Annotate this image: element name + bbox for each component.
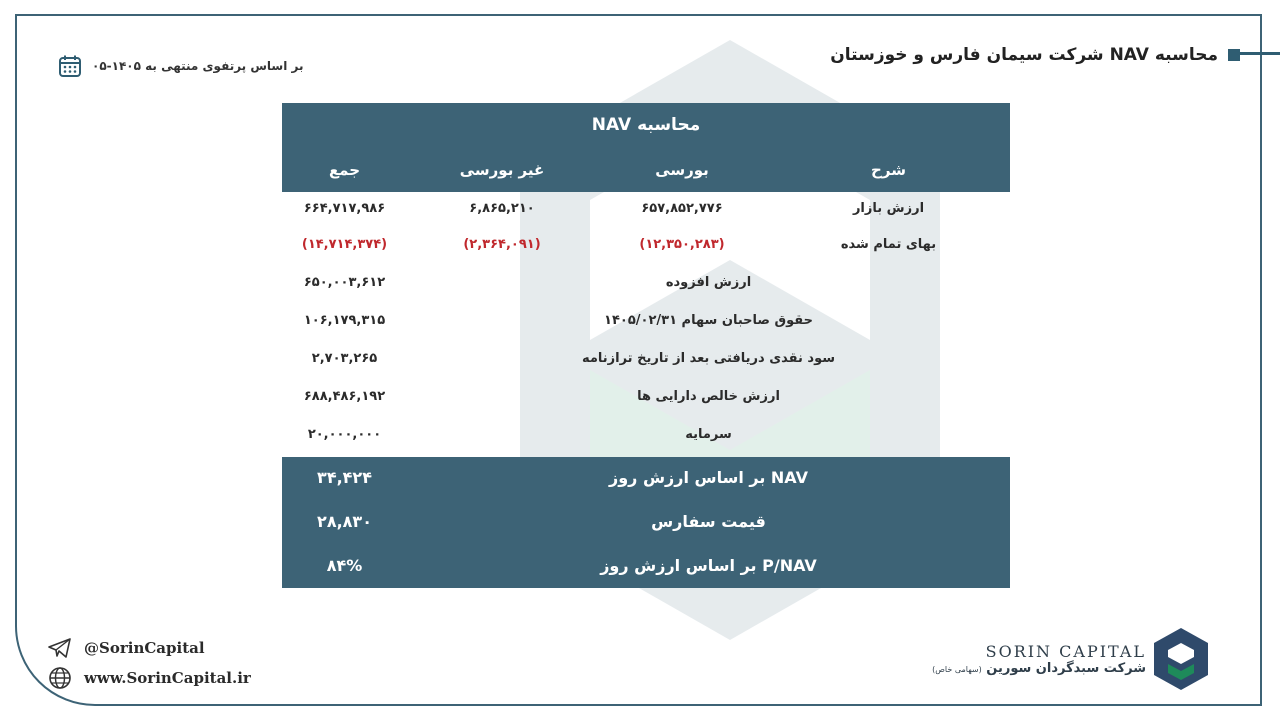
cell-desc: بهای تمام شده	[840, 237, 937, 252]
brand-name-fa-line	[932, 661, 1146, 676]
col-sum-header: جمع	[328, 161, 361, 179]
cell-non-bourse: (۲,۳۶۴,۰۹۱)	[463, 237, 541, 252]
globe-icon	[48, 666, 72, 690]
cell-desc: ارزش بازار	[852, 201, 925, 216]
cell-sum: ۶۸۸,۴۸۶,۱۹۲	[303, 389, 386, 404]
brand-name-fa: شرکت سبدگردان سورین	[986, 661, 1146, 676]
pnav-label: P/NAV بر اساس ارزش روز	[600, 556, 817, 575]
cell-desc: سود نقدی دریافتی بعد از تاریخ ترازنامه	[581, 351, 836, 366]
telegram-icon	[48, 638, 72, 658]
sorin-logo-icon	[1154, 628, 1208, 690]
title-marker-icon	[1228, 49, 1240, 61]
page-title: محاسبه NAV شرکت سیمان فارس و خوزستان	[830, 45, 1218, 65]
table-row	[282, 192, 1010, 228]
table-row	[282, 266, 1010, 302]
cell-sum: ۲۰,۰۰۰,۰۰۰	[307, 427, 382, 442]
cell-desc: ارزش خالص دارایی ها	[637, 389, 780, 404]
cell-sum: ۶۵۰,۰۰۳,۶۱۲	[303, 275, 386, 290]
table-row	[282, 380, 1010, 416]
date-info	[58, 54, 303, 78]
brand-name-en: SORIN CAPITAL	[985, 642, 1146, 661]
portfolio-date: بر اساس پرتفوی منتهی به ۱۴۰۵-۰۵	[92, 59, 304, 73]
table-row	[282, 228, 1010, 264]
website-contact[interactable]	[48, 666, 251, 690]
pnav-value: ۸۴%	[326, 556, 363, 575]
telegram-contact[interactable]	[48, 638, 205, 658]
col-non-bourse-header: غیر بورسی	[459, 161, 545, 179]
col-bourse-header: بورسی	[655, 161, 709, 179]
brand-type: (سهامی خاص)	[932, 665, 982, 674]
table-footer	[282, 457, 1010, 588]
cell-non-bourse: ۶,۸۶۵,۲۱۰	[469, 201, 535, 216]
cell-desc: حقوق صاحبان سهام ۱۴۰۵/۰۲/۳۱	[604, 313, 813, 328]
footer-row-nav	[282, 457, 1010, 501]
page-header	[830, 43, 1240, 67]
cell-sum: ۱۰۶,۱۷۹,۳۱۵	[303, 313, 386, 328]
col-desc-header: شرح	[871, 161, 906, 179]
footer-row-price	[282, 501, 1010, 545]
nav-label: NAV بر اساس ارزش روز	[609, 468, 808, 487]
table-row	[282, 304, 1010, 340]
website-url: www.SorinCapital.ir	[84, 669, 251, 687]
footer-row-pnav	[282, 545, 1010, 589]
table-title: محاسبه NAV	[591, 115, 701, 135]
title-rule	[1240, 52, 1280, 55]
price-value: ۲۸,۸۳۰	[317, 512, 372, 531]
table-body	[282, 192, 1010, 457]
cell-bourse: (۱۲,۳۵۰,۲۸۳)	[639, 237, 725, 252]
price-label: قیمت سفارس	[651, 512, 766, 531]
cell-desc: سرمایه	[685, 427, 732, 442]
cell-sum: ۶۶۴,۷۱۷,۹۸۶	[303, 201, 386, 216]
table-header	[282, 103, 1010, 192]
telegram-handle: @SorinCapital	[84, 639, 205, 657]
brand-logo	[932, 628, 1208, 690]
table-row	[282, 342, 1010, 378]
calendar-icon	[58, 54, 82, 78]
nav-table	[282, 103, 1010, 588]
table-row	[282, 418, 1010, 454]
brand-text	[932, 642, 1146, 676]
cell-sum: ۲,۷۰۳,۲۶۵	[311, 351, 378, 366]
cell-sum: (۱۴,۷۱۴,۳۷۴)	[301, 237, 388, 252]
cell-bourse: ۶۵۷,۸۵۲,۷۷۶	[641, 201, 723, 216]
cell-desc: ارزش افزوده	[665, 275, 752, 290]
nav-value: ۳۴,۴۲۴	[317, 468, 372, 487]
